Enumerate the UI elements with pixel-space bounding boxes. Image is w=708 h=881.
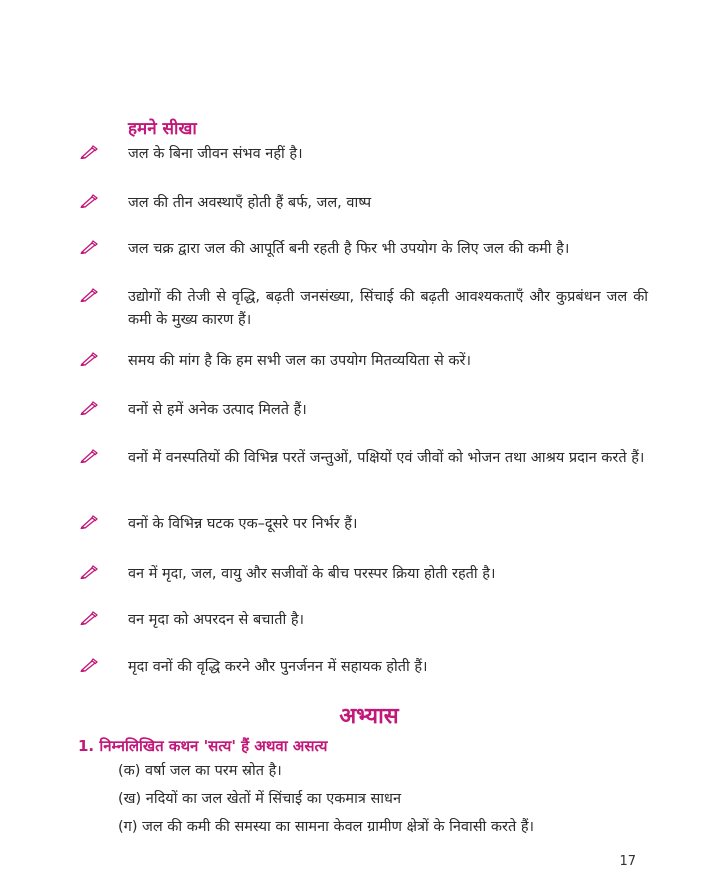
question-option-ka: (क) वर्षा जल का परम स्रोत है। [118,763,282,779]
learned-point-text: जल की तीन अवस्थाएँ होती हैं बर्फ, जल, वाष्प [128,195,372,211]
section-heading-learned: हमने सीखा [128,119,197,139]
exercise-title: अभ्यास [339,704,399,729]
learned-point-text: समय की मांग है कि हम सभी जल का उपयोग मितव्ययिता से करें। [128,353,471,369]
learned-point-text: उद्योगों की तेजी से वृद्धि, बढ़ती जनसंख्या, सिंचाई की बढ़ती आवश्यकताएँ और कुप्रबंधन जल की कमी के मुख्य कारण हैं। [128,289,648,328]
learned-point-text: जल चक्र द्वारा जल की आपूर्ति बनी रहती है फिर भी उपयोग के लिए जल की कमी है। [128,241,570,257]
page-number: 17 [619,854,636,869]
pen-nib-icon [80,658,102,672]
learned-point-text: मृदा वनों की वृद्धि करने और पुनर्जनन में सहायक होती हैं। [128,659,428,675]
pen-nib-icon [80,515,102,529]
learned-point-text: वनों के विभिन्न घटक एक–दूसरे पर निर्भर हैं। [128,516,358,532]
question-1-text: 1. निम्नलिखित कथन 'सत्य' हैं अथवा असत्य [78,737,328,755]
learned-point-text: वनों से हमें अनेक उत्पाद मिलते हैं। [128,402,307,418]
learned-point-text: वनों में वनस्पतियों की विभिन्न परतें जन्तुओं, पक्षियों एवं जीवों को भोजन तथा आश्रय प्रदान करते हैं। [128,450,645,466]
pen-nib-icon [80,194,102,208]
pen-nib-icon [80,352,102,366]
pen-nib-icon [80,145,102,159]
question-option-ga: (ग) जल की कमी की समस्या का सामना केवल ग्रामीण क्षेत्रों के निवासी करते हैं। [118,819,535,835]
pen-nib-icon [80,288,102,302]
learned-point-text: वन में मृदा, जल, वायु और सजीवों के बीच परस्पर क्रिया होती रहती है। [128,566,496,582]
pen-nib-icon [80,565,102,579]
learned-point-text: जल के बिना जीवन संभव नहीं है। [128,146,303,162]
pen-nib-icon [80,401,102,415]
learned-point-text: वन मृदा को अपरदन से बचाती है। [128,612,305,628]
question-option-kha: (ख) नदियों का जल खेतों में सिंचाई का एकमात्र साधन [118,791,401,807]
pen-nib-icon [80,611,102,625]
pen-nib-icon [80,240,102,254]
